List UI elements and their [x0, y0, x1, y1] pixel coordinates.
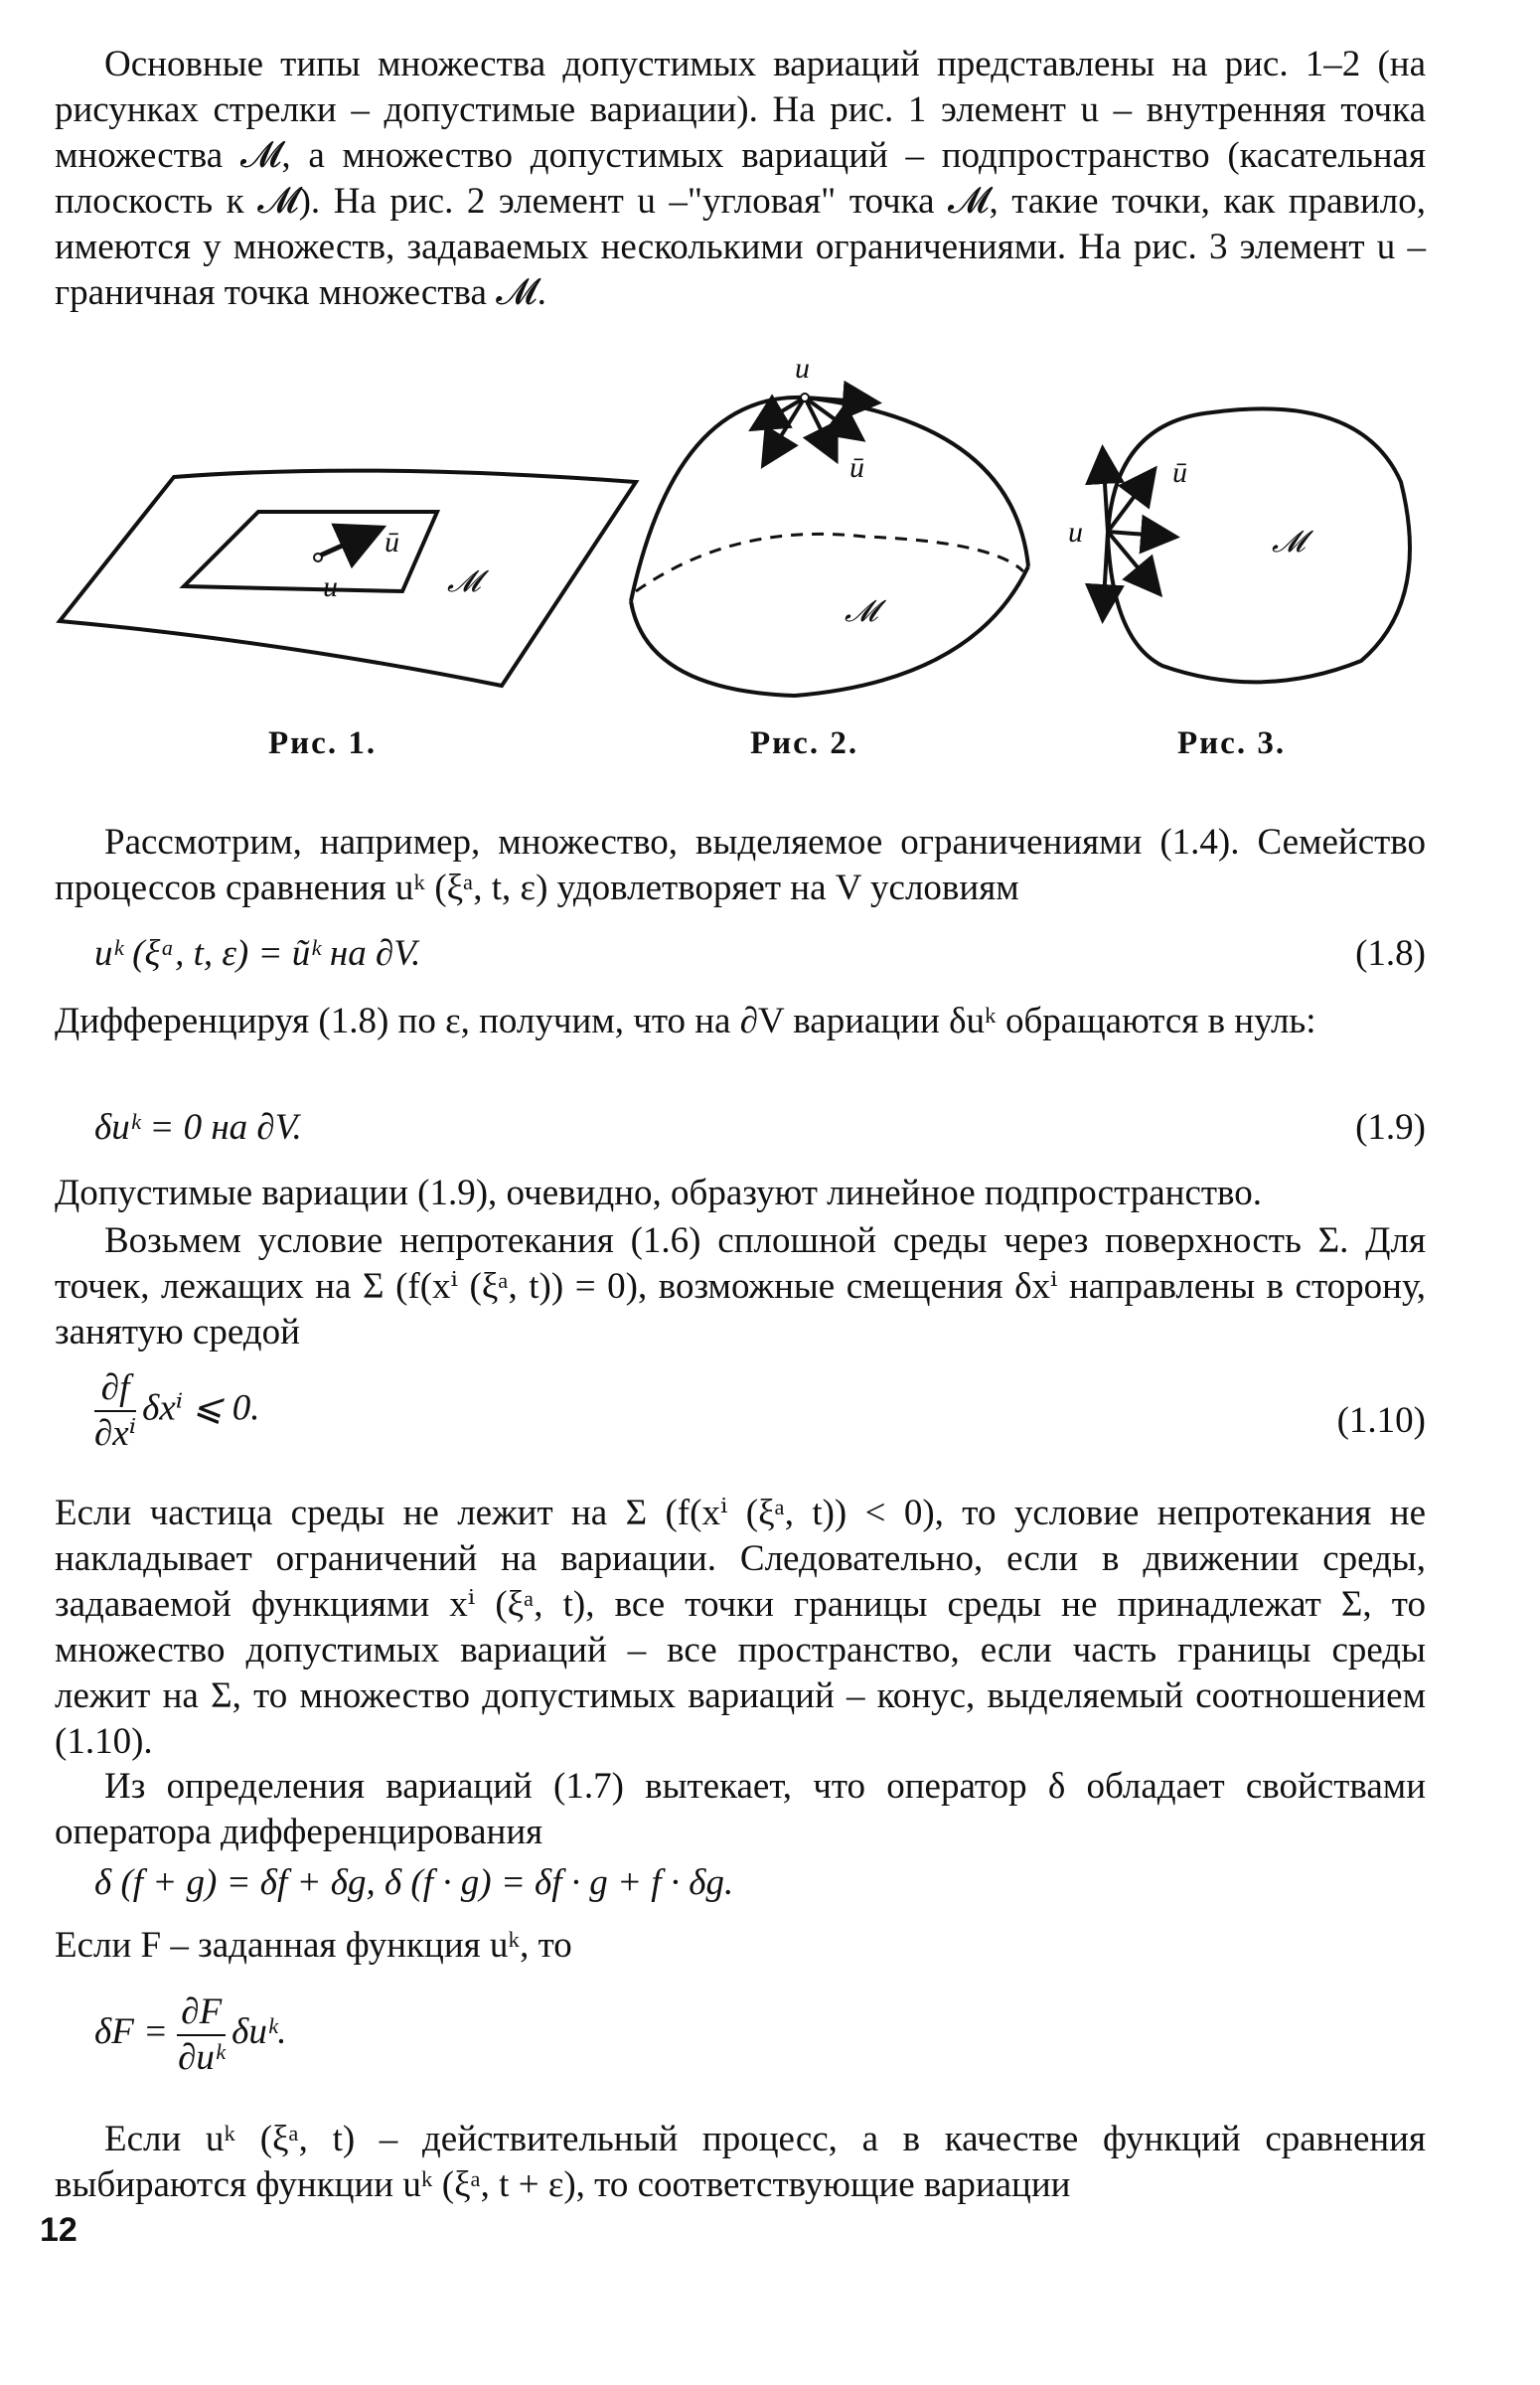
- figure-3-region: [1068, 408, 1410, 682]
- equation-operator-body: δ (f + g) = δf + δg, δ (f · g) = δf · g + f · δg.: [94, 1862, 734, 1903]
- fraction-dF-numerator: ∂F: [177, 1990, 226, 2036]
- fraction-dF-du: [177, 1990, 226, 2080]
- fig2-caption: Рис. 2.: [750, 725, 859, 761]
- fig3-caption: Рис. 3.: [1177, 725, 1287, 761]
- para-operator: Из определения вариаций (1.7) вытекает, что оператор δ обладает свойствами оператора дифференцирования: [55, 1766, 1426, 1852]
- fig2-M-label: 𝓜: [845, 595, 878, 628]
- para-diff: Дифференцируя (1.8) по ε, получим, что на ∂V вариации δuᵏ обращаются в нуль:: [55, 1001, 1316, 1041]
- equation-operator: [55, 1858, 1426, 1908]
- equation-1-9-number: (1.9): [1355, 1107, 1426, 1148]
- fig3-ubar-label: ū: [1172, 456, 1187, 489]
- equation-1-10: [55, 1366, 1426, 1476]
- equation-1-9: [55, 1103, 1426, 1153]
- equation-dF-rest: δuᵏ.: [231, 2011, 287, 2052]
- fig2-u-label: u: [795, 353, 810, 385]
- equation-1-9-body: δuᵏ = 0 на ∂V.: [94, 1107, 302, 1148]
- equation-1-8-body: uᵏ (ξᵃ, t, ε) = ũᵏ на ∂V.: [94, 933, 421, 974]
- equation-1-10-number: (1.10): [1336, 1400, 1426, 1441]
- equation-1-10-rest: δxⁱ ⩽ 0.: [142, 1387, 260, 1429]
- figure-2-dome: [631, 353, 1028, 696]
- fig1-M-label: 𝓜: [447, 565, 481, 598]
- fig2-ubar-label: ū: [849, 451, 864, 484]
- para-consider: Рассмотрим, например, множество, выделяемое ограничениями (1.4). Семейство процессов сравнения uᵏ (ξᵃ, t, ε) удовлетворяет на V условиям: [55, 822, 1426, 908]
- para-last: Если uᵏ (ξᵃ, t) – действительный процесс, а в качестве функций сравнения выбираются функции uᵏ (ξᵃ, t + ε), то соответствующие вариации: [55, 2119, 1426, 2205]
- fig1-caption: Рис. 1.: [268, 725, 378, 761]
- page-number: 12: [40, 2211, 77, 2249]
- intro-paragraph: Основные типы множества допустимых вариаций представлены на рис. 1–2 (на рисунках стрелки – допустимые вариации). На рис. 1 элемент u – внутренняя точка множества 𝓜, а множество допустимых вариаций – подпространство (касательная плоскость к 𝓜). На рис. 2 элемент u –"угловая" точка 𝓜, такие точки, как правило, имеются у множеств, задаваемых несколькими ограничениями. На рис. 3 элемент u – граничная точка множества 𝓜.: [55, 44, 1426, 313]
- fraction-df-dxi: [94, 1366, 136, 1456]
- equation-dF-lhs: δF =: [94, 2011, 169, 2052]
- para-particle: Если частица среды не лежит на Σ (f(xⁱ (ξᵃ, t)) < 0), то условие непротекания не накладывает ограничений на вариации. Следовательно, если в движении среды, задаваемой функциями xⁱ (ξᵃ, t), все точки границы среды не принадлежат Σ, то множество допустимых вариаций – все пространство, если часть границы среды лежит на Σ, то множество допустимых вариаций – конус, выделяемый соотношением (1.10).: [55, 1493, 1426, 1762]
- fig1-u-label: u: [323, 570, 338, 603]
- figure-1-plane: [60, 471, 636, 686]
- equation-1-8: [55, 929, 1426, 979]
- equation-dF: [55, 1978, 1426, 2087]
- fraction-df-denominator: ∂xⁱ: [94, 1413, 137, 1454]
- figures-panel: [40, 353, 1451, 720]
- fig1-ubar-label: ū: [385, 526, 399, 558]
- para-impermeability: Возьмем условие непротекания (1.6) сплошной среды через поверхность Σ. Для точек, лежащих на Σ (f(xⁱ (ξᵃ, t)) = 0), возможные смещения δxⁱ направлены в сторону, занятую средой: [55, 1220, 1426, 1352]
- fig3-u-label: u: [1068, 516, 1083, 549]
- para-admissible: Допустимые вариации (1.9), очевидно, образуют линейное подпространство.: [55, 1173, 1263, 1213]
- para-function: Если F – заданная функция uᵏ, то: [55, 1925, 572, 1966]
- equation-1-8-number: (1.8): [1355, 933, 1426, 974]
- fraction-dF-denominator: ∂uᵏ: [178, 2036, 226, 2078]
- fraction-df-numerator: ∂f: [94, 1366, 136, 1412]
- fig3-M-label: 𝓜: [1272, 526, 1306, 558]
